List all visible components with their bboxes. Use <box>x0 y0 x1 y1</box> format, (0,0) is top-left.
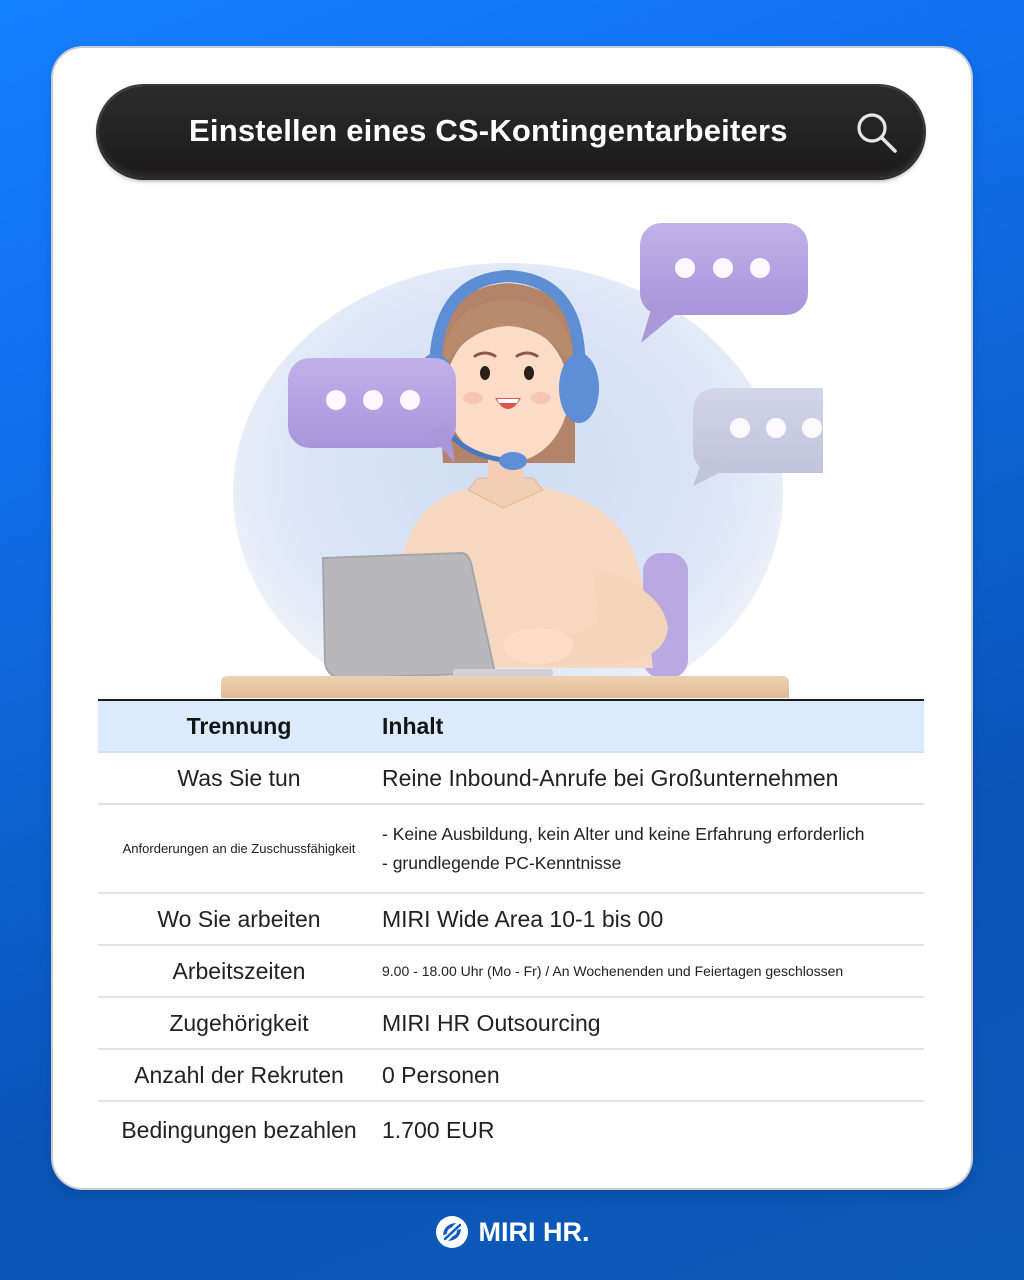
column-header-inhalt: Inhalt <box>382 712 444 739</box>
row-label: Wo Sie arbeiten <box>157 905 321 932</box>
column-header-trennung: Trennung <box>186 712 292 739</box>
brand-footer <box>0 1207 1024 1257</box>
table-row <box>98 1102 924 1158</box>
table-row <box>98 1050 924 1102</box>
row-value: Reine Inbound-Anrufe bei Großunternehmen <box>382 764 839 791</box>
speech-bubble-right <box>693 388 823 486</box>
customer-service-agent-illustration <box>203 208 823 698</box>
row-value: 1.700 EUR <box>382 1116 495 1143</box>
row-label: Zugehörigkeit <box>169 1009 309 1036</box>
row-label: Anforderungen an die Zuschussfähigkeit <box>122 841 356 856</box>
search-icon[interactable] <box>854 110 900 156</box>
row-value: MIRI HR Outsourcing <box>382 1009 601 1036</box>
table-row <box>98 998 924 1050</box>
brand-name: MIRI HR. <box>478 1216 590 1247</box>
requirement-line: - Keine Ausbildung, kein Alter und keine Erfahrung erforderlich <box>382 823 865 844</box>
row-value <box>380 820 924 878</box>
row-value: MIRI Wide Area 10-1 bis 00 <box>382 905 664 932</box>
table-row <box>98 894 924 946</box>
table-row <box>98 753 924 805</box>
miri-logo-icon <box>435 1215 469 1249</box>
row-label: Bedingungen bezahlen <box>121 1116 357 1143</box>
table-row <box>98 805 924 894</box>
row-label: Anzahl der Rekruten <box>134 1061 344 1088</box>
speech-bubble-left <box>288 358 456 463</box>
title-search-bar[interactable] <box>98 86 924 178</box>
page-title: Einstellen eines CS-Kontingentarbeiters <box>189 113 788 148</box>
row-label: Was Sie tun <box>177 764 301 791</box>
table-header-row <box>98 701 924 753</box>
requirement-line: - grundlegende PC-Kenntnisse <box>382 852 622 873</box>
job-card <box>53 48 971 1188</box>
row-value: 0 Personen <box>382 1061 500 1088</box>
job-details-table <box>98 699 924 1158</box>
table-row <box>98 946 924 998</box>
row-label: Arbeitszeiten <box>172 957 306 984</box>
row-value: 9.00 - 18.00 Uhr (Mo - Fr) / An Wochenenden und Feiertagen geschlossen <box>382 963 844 979</box>
